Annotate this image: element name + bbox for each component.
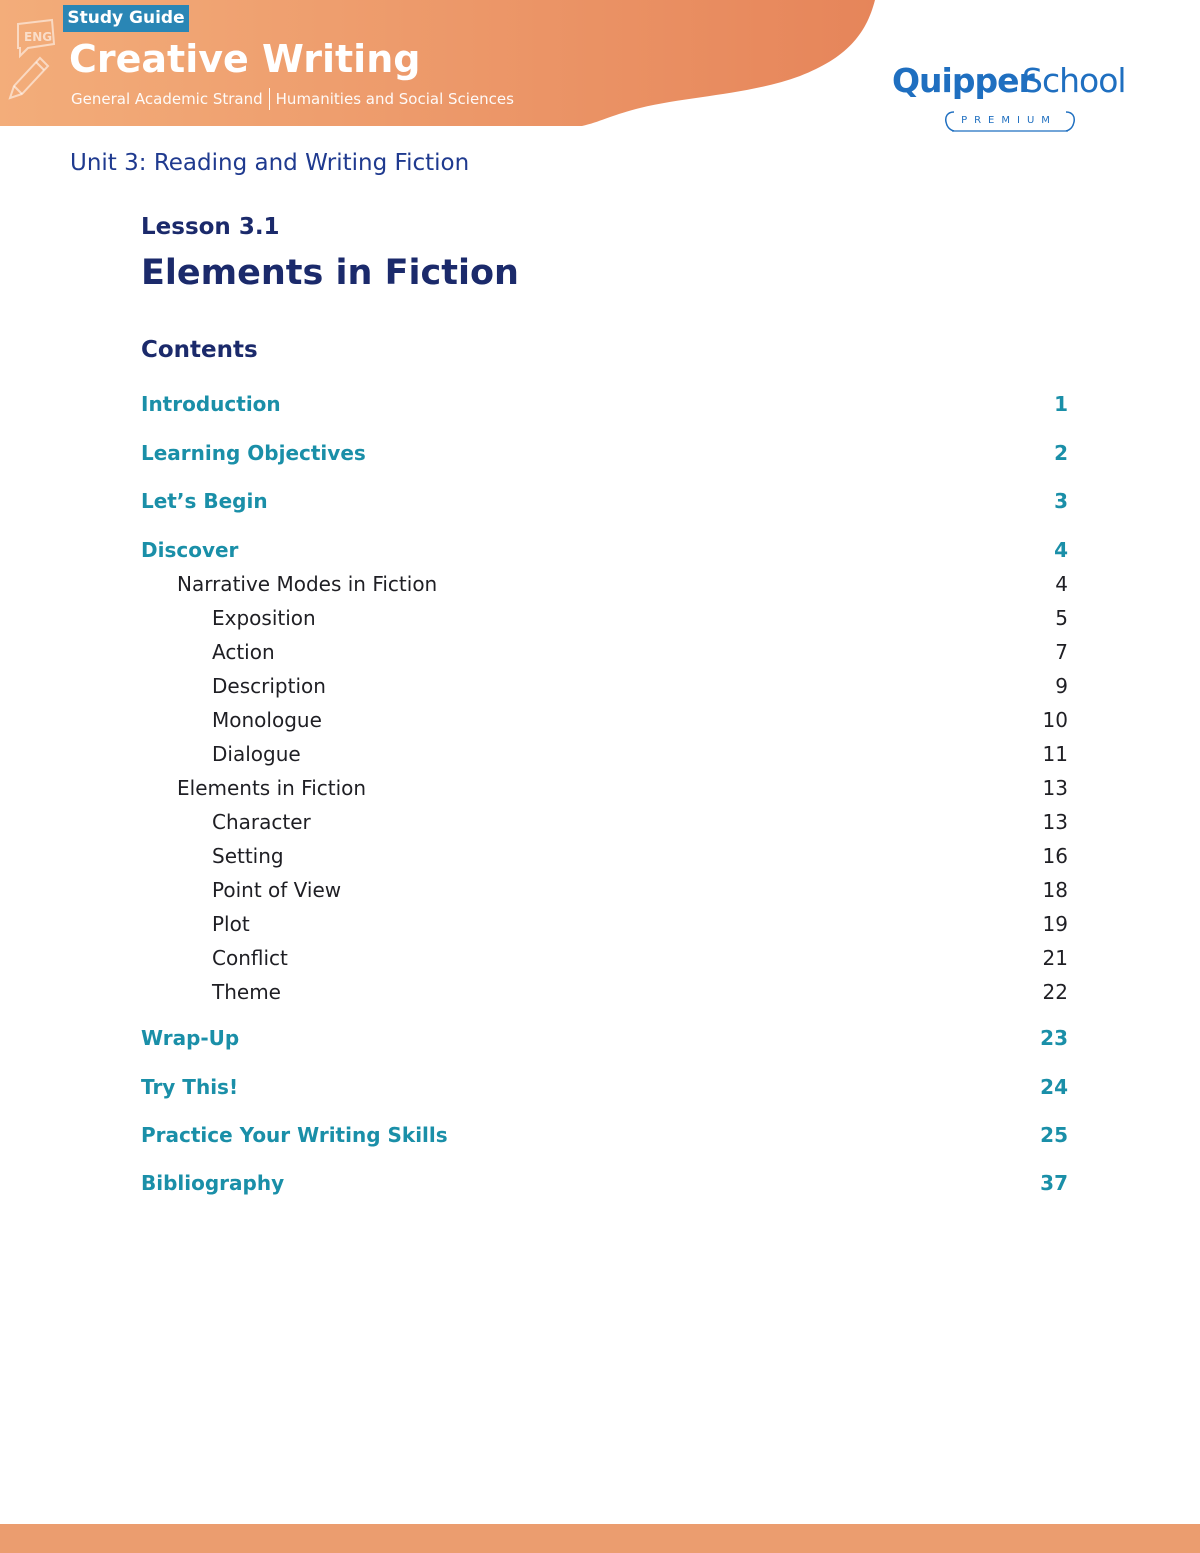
toc-page-number: 25	[1040, 1123, 1068, 1147]
course-title: Creative Writing	[69, 37, 421, 81]
lesson-number: Lesson 3.1	[141, 214, 280, 240]
toc-page-number: 19	[1042, 912, 1068, 936]
toc-page-number: 2	[1054, 441, 1068, 465]
toc-page-number: 3	[1054, 489, 1068, 513]
toc-label: Introduction	[141, 392, 281, 416]
strand-label: General Academic Strand	[71, 90, 263, 108]
toc-entry-practice-writing-skills[interactable]	[141, 1120, 1068, 1150]
toc-label: Monologue	[212, 708, 322, 732]
lesson-title: Elements in Fiction	[141, 253, 519, 293]
toc-label: Narrative Modes in Fiction	[177, 572, 438, 596]
toc-label: Elements in Fiction	[177, 776, 367, 800]
toc-page-number: 23	[1040, 1026, 1068, 1050]
logo-tier-premium: PREMIUM	[961, 115, 1057, 126]
toc-page-number: 22	[1042, 980, 1068, 1004]
toc-label: Let’s Begin	[141, 489, 268, 513]
unit-title: Unit 3: Reading and Writing Fiction	[70, 150, 470, 176]
toc-page-number: 10	[1042, 708, 1068, 732]
toc-label: Discover	[141, 538, 239, 562]
footer-band	[0, 1524, 1200, 1553]
contents-heading: Contents	[141, 337, 258, 363]
toc-entry-learning-objectives[interactable]	[141, 438, 1068, 468]
toc-label: Practice Your Writing Skills	[141, 1123, 448, 1147]
track-label: Humanities and Social Sciences	[275, 90, 514, 108]
toc-label: Character	[212, 810, 311, 834]
toc-page-number: 18	[1042, 878, 1068, 902]
course-strand	[71, 88, 514, 110]
toc-label: Theme	[212, 980, 281, 1004]
toc-entry-plot[interactable]	[212, 909, 1068, 939]
quipper-school-logo	[892, 58, 1132, 138]
toc-label: Description	[212, 674, 326, 698]
logo-word-school: School	[1022, 61, 1126, 100]
toc-entry-wrap-up[interactable]	[141, 1023, 1068, 1053]
toc-page-number: 13	[1042, 810, 1068, 834]
toc-label: Wrap-Up	[141, 1026, 240, 1050]
toc-page-number: 4	[1054, 538, 1068, 562]
toc-entry-try-this[interactable]	[141, 1072, 1068, 1102]
toc-entry-bibliography[interactable]	[141, 1168, 1068, 1198]
toc-entry-monologue[interactable]	[212, 705, 1068, 735]
toc-page-number: 4	[1055, 572, 1068, 596]
toc-entry-point-of-view[interactable]	[212, 875, 1068, 905]
toc-entry-narrative-modes[interactable]	[177, 569, 1068, 599]
toc-label: Try This!	[141, 1075, 239, 1099]
toc-label: Exposition	[212, 606, 316, 630]
toc-label: Bibliography	[141, 1171, 285, 1195]
toc-entry-introduction[interactable]	[141, 389, 1068, 419]
toc-label: Action	[212, 640, 275, 664]
toc-page-number: 5	[1055, 606, 1068, 630]
toc-entry-lets-begin[interactable]	[141, 486, 1068, 516]
toc-page-number: 1	[1054, 392, 1068, 416]
toc-entry-discover[interactable]	[141, 535, 1068, 565]
toc-page-number: 16	[1042, 844, 1068, 868]
toc-label: Dialogue	[212, 742, 301, 766]
logo-word-quipper: Quipper	[892, 61, 1034, 100]
toc-page-number: 7	[1055, 640, 1068, 664]
eng-pencil-icon	[6, 14, 58, 104]
toc-entry-exposition[interactable]	[212, 603, 1068, 633]
toc-entry-setting[interactable]	[212, 841, 1068, 871]
toc-entry-action[interactable]	[212, 637, 1068, 667]
toc-page-number: 13	[1042, 776, 1068, 800]
toc-label: Setting	[212, 844, 284, 868]
toc-label: Learning Objectives	[141, 441, 366, 465]
study-guide-badge: Study Guide	[63, 5, 189, 32]
toc-page-number: 21	[1042, 946, 1068, 970]
toc-label: Conflict	[212, 946, 288, 970]
toc-page-number: 11	[1042, 742, 1068, 766]
toc-page-number: 37	[1040, 1171, 1068, 1195]
toc-entry-description[interactable]	[212, 671, 1068, 701]
toc-page-number: 24	[1040, 1075, 1068, 1099]
toc-label: Plot	[212, 912, 250, 936]
toc-entry-conflict[interactable]	[212, 943, 1068, 973]
toc-entry-character[interactable]	[212, 807, 1068, 837]
toc-entry-theme[interactable]	[212, 977, 1068, 1007]
toc-entry-elements-in-fiction[interactable]	[177, 773, 1068, 803]
toc-label: Point of View	[212, 878, 342, 902]
svg-text:ENG: ENG	[24, 30, 53, 44]
strand-divider	[269, 88, 270, 110]
toc-page-number: 9	[1055, 674, 1068, 698]
toc-entry-dialogue[interactable]	[212, 739, 1068, 769]
